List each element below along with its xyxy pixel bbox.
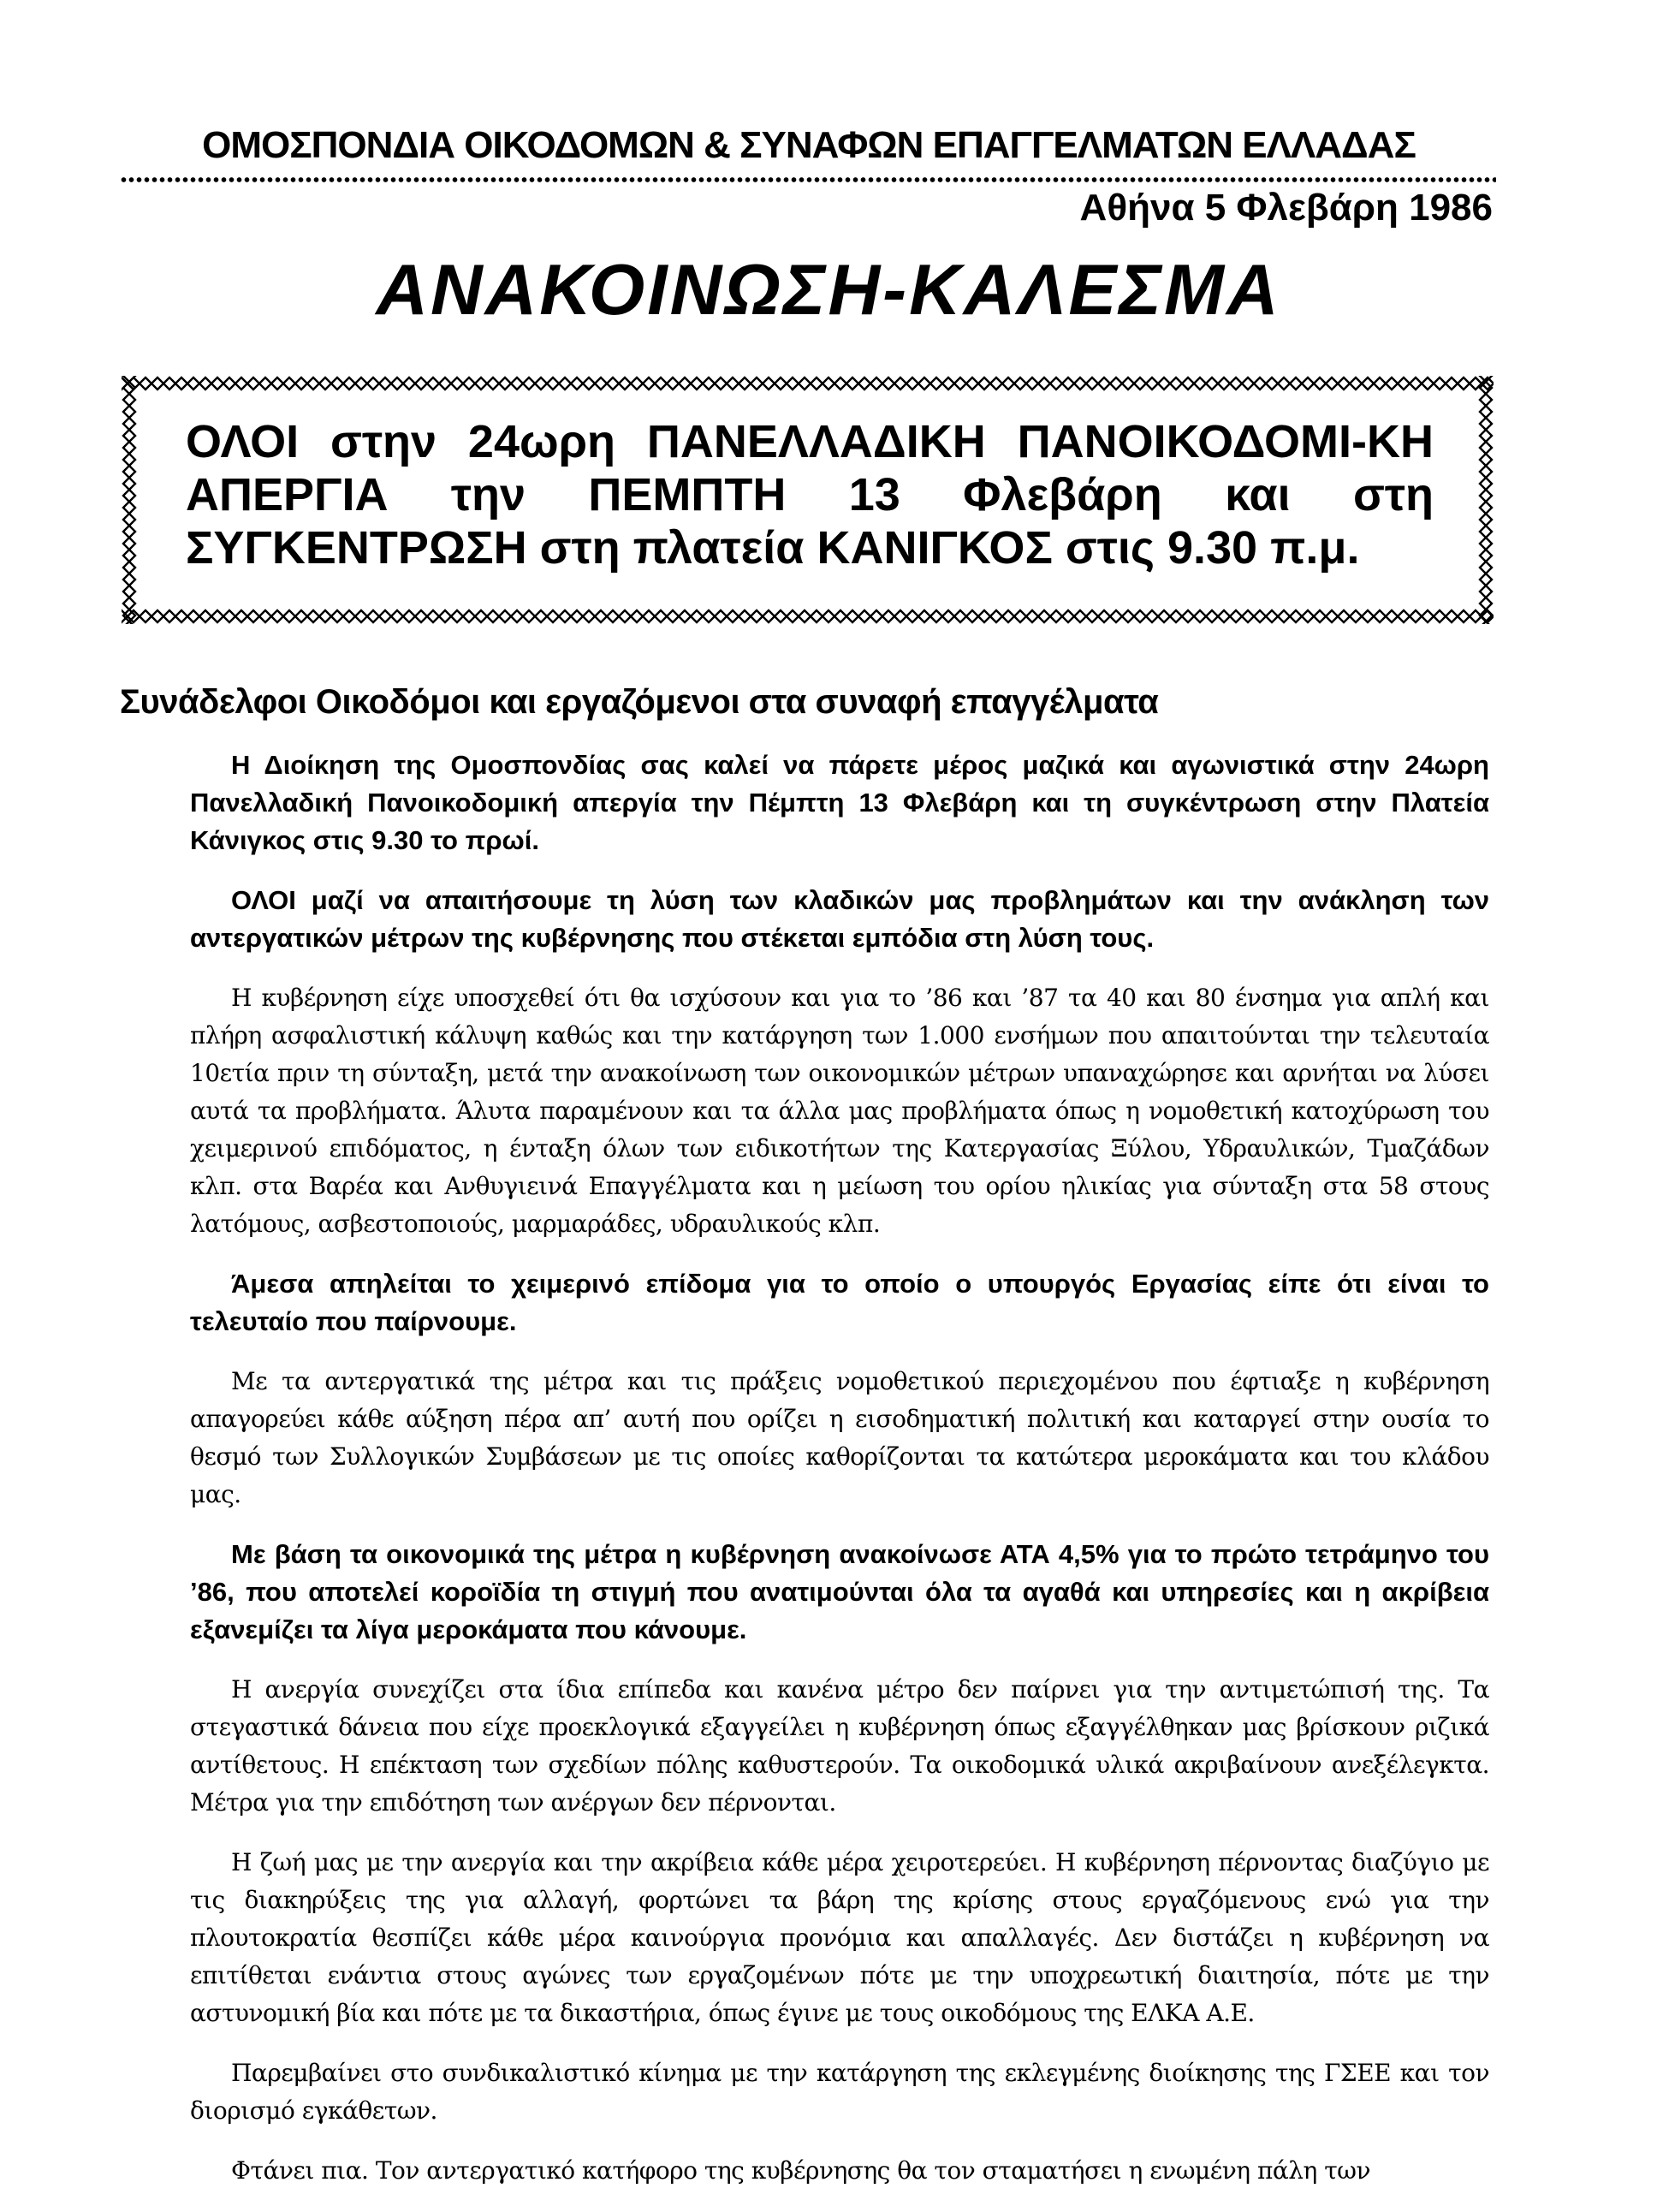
zigzag-border-left bbox=[122, 376, 137, 624]
paragraph: Με βάση τα οικονομικά της μέτρα η κυβέρνηση ανακοίνωσε ΑΤΑ 4,5% για το πρώτο τετράμηνο του ’86, που αποτελεί κοροϊδία τη στιγμή που ανατιμούνται όλα τα αγαθά και υπηρεσίες και η ακρίβεια εξανεμίζει τα λίγα μεροκάματα που κάνουμε. bbox=[190, 1539, 1489, 1644]
paragraph: Φτάνει πια. Τον αντεργατικό κατήφορο της κυβέρνησης θα τον σταματήσει η ενωμένη πάλη των bbox=[231, 2156, 1371, 2185]
zigzag-border-top bbox=[122, 376, 1494, 391]
document-title: ΑΝΑΚΟΙΝΩΣΗ-ΚΑΛΕΣΜΑ bbox=[376, 249, 1281, 330]
organization-name: ΟΜΟΣΠΟΝΔΙΑ ΟΙΚΟΔΟΜΩΝ & ΣΥΝΑΦΩΝ ΕΠΑΓΓΕΛΜΑΤΩΝ ΕΛΛΑΔΑΣ bbox=[202, 124, 1416, 166]
callout-text: ΟΛΟΙ στην 24ωρη ΠΑΝΕΛΛΑΔΙΚΗ ΠΑΝΟΙΚΟΔΟΜΙ-ΚΗ ΑΠΕΡΓΙΑ την ΠΕΜΠΤΗ 13 Φλεβάρη και στη ΣΥΓΚΕΝΤΡΩΣΗ στη πλατεία ΚΑΝΙΓΚΟΣ στις 9.30 π.μ. bbox=[186, 416, 1434, 574]
paragraph: Η κυβέρνηση είχε υποσχεθεί ότι θα ισχύσουν και για το ’86 και ’87 τα 40 και 80 ένσημα για απλή και πλήρη ασφαλιστική κάλυψη καθώς και την κατάργηση των 1.000 ενσήμων που απαιτούνται την τελευταία 10ετία πριν τη σύνταξη, μετά την ανακοίνωση των οικονομικών μέτρων υπαναχώρησε και αρνήται να λύσει αυτά τα προβλήματα. Άλυτα παραμένουν και τα άλλα μας προβλήματα όπως η νομοθετική κατοχύρωση του χειμερινού επιδόματος, η ένταξη όλων των ειδικοτήτων της Κατεργασίας Ξύλου, Υδραυλικών, Τμαζάδων κλπ. στα Βαρέα και Ανθυγιεινά Επαγγέλματα και η μείωση του ορίου ηλικίας για σύνταξη στα 58 στους λατόμους, ασβεστοποιούς, μαρμαράδες, υδραυλικούς κλπ. bbox=[190, 984, 1489, 1238]
section-heading: Συνάδελφοι Οικοδόμοι και εργαζόμενοι στα συναφή επαγγέλματα bbox=[120, 683, 1159, 721]
paragraph: ΟΛΟΙ μαζί να απαιτήσουμε τη λύση των κλαδικών μας προβλημάτων και την ανάκληση των αντεργατικών μέτρων της κυβέρνησης που στέκεται εμπόδια στη λύση τους. bbox=[190, 885, 1489, 953]
document-date: Αθήνα 5 Φλεβάρη 1986 bbox=[1079, 187, 1493, 229]
paragraph: Η ανεργία συνεχίζει στα ίδια επίπεδα και κανένα μέτρο δεν παίρνει για την αντιμετώπισή της. Τα στεγαστικά δάνεια που είχε προεκλογικά εξαγγείλει η κυβέρνηση όπως εξαγγέλθηκαν μας βρίσκουν ριζικά αντίθετους. Η επέκταση των σχεδίων πόλης καθυστερούν. Τα οικοδομικά υλικά ακριβαίνουν ανεξέλεγκτα. Μέτρα για την επιδότηση των ανέργων δεν πέρνονται. bbox=[190, 1675, 1489, 1817]
zigzag-border-right bbox=[1478, 376, 1494, 624]
callout-box bbox=[122, 376, 1494, 624]
zigzag-border-bottom bbox=[122, 609, 1494, 624]
paragraph: Η Διοίκηση της Ομοσπονδίας σας καλεί να πάρετε μέρος μαζικά και αγωνιστικά στην 24ωρη Πανελλαδική Πανοικοδομική απεργία την Πέμπτη 13 Φλεβάρη και τη συγκέντρωση στην Πλατεία Κάνιγκος στις 9.30 το πρωί. bbox=[190, 750, 1489, 855]
dotted-divider bbox=[120, 176, 1496, 183]
paragraph: Παρεμβαίνει στο συνδικαλιστικό κίνημα με την κατάργηση της εκλεγμένης διοίκησης της ΓΣΕΕ και τον διορισμό εγκάθετων. bbox=[190, 2059, 1489, 2125]
paragraph: Άμεσα απηλείται το χειμερινό επίδομα για το οποίο ο υπουργός Εργασίας είπε ότι είναι το τελευταίο που παίρνουμε. bbox=[190, 1269, 1489, 1336]
paragraph: Με τα αντεργατικά της μέτρα και τις πράξεις νομοθετικού περιεχομένου που έφτιαξε η κυβέρνηση απαγορεύει κάθε αύξηση πέρα απ’ αυτή που ορίζει η εισοδηματική πολιτική και καταργεί στην ουσία το θεσμό των Συλλογικών Συμβάσεων με τις οποίες καθορίζονται τα κατώτερα μεροκάματα και του κλάδου μας. bbox=[190, 1367, 1489, 1508]
paragraph: Η ζωή μας με την ανεργία και την ακρίβεια κάθε μέρα χειροτερεύει. Η κυβέρνηση πέρνοντας διαζύγιο με τις διακηρύξεις της για αλλαγή, φορτώνει τα βάρη της κρίσης στους εργαζόμενους ενώ για την πλουτοκρατία θεσπίζει κάθε μέρα καινούργια προνόμια και απαλλαγές. Δεν διστάζει η κυβέρνηση να επιτίθεται ενάντια στους αγώνες των εργαζομένων πότε με την υποχρεωτική διαιτησία, πότε με την αστυνομική βία και πότε με τα δικαστήρια, όπως έγινε με τους οικοδόμους της ΕΛΚΑ Α.Ε. bbox=[190, 1848, 1489, 2027]
body-text bbox=[190, 746, 1489, 2212]
